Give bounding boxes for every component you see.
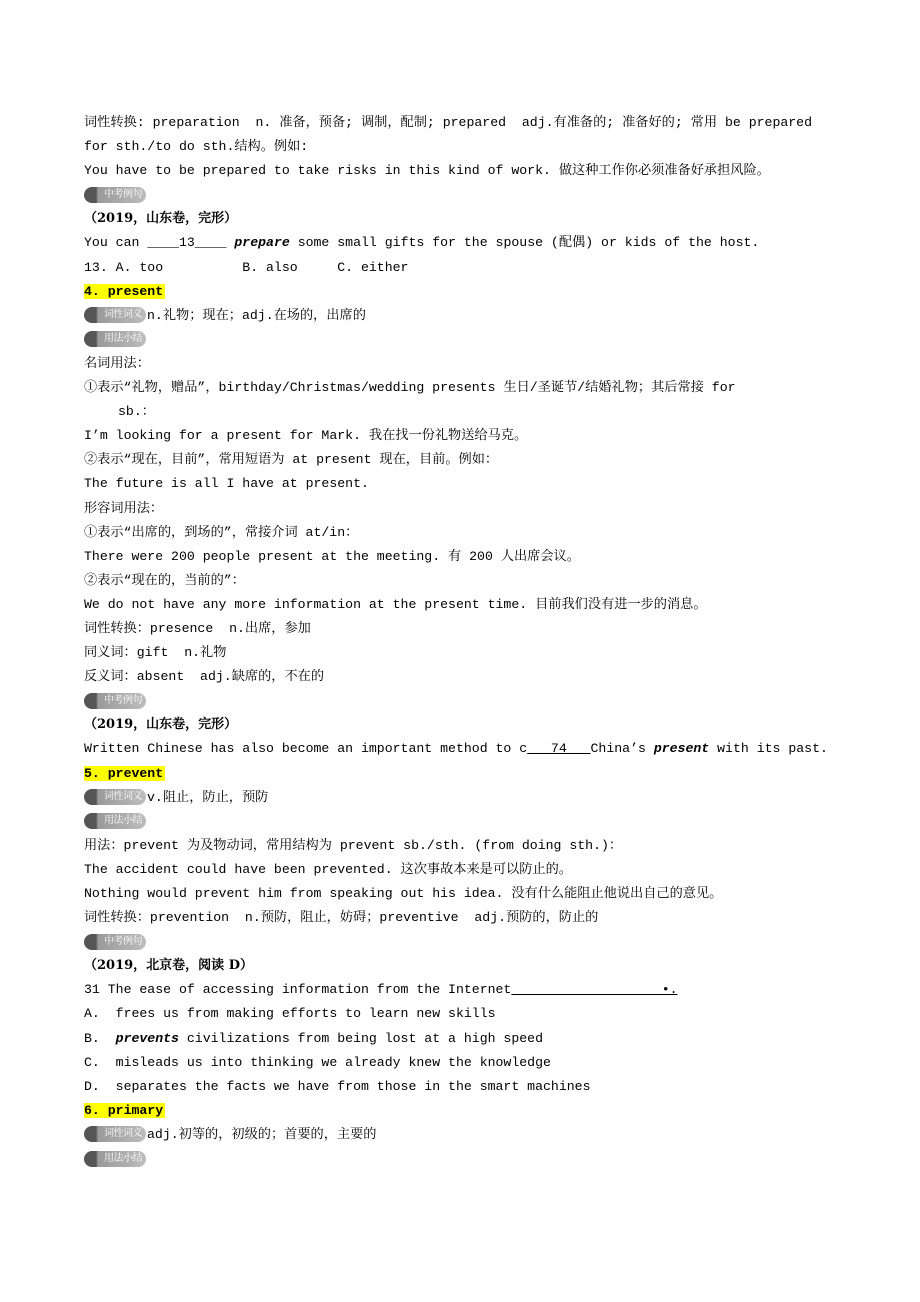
section-badge-icon: 用法小结 [84,1151,146,1167]
section-badge-icon: 中考例句 [84,934,146,950]
answer-blank: 74 [527,741,591,757]
text-line [84,641,874,665]
section-badge-line [84,930,874,954]
text-segment: n.礼物；现在；adj.在场的，出席的 [147,307,366,323]
text-segment: （2019，山东卷，完形） [84,717,238,733]
text-line [84,593,874,617]
word-heading [84,762,874,786]
text-segment: Written Chinese has also become an important method to c [84,741,528,757]
text-segment: 用法：prevent 为及物动词，常用结构为 prevent sb./sth. (from doing sth.)： [84,837,623,853]
text-segment: 词性转换：prevention n.预防，阻止，妨碍；preventive adj.预防的，防止的 [84,910,599,926]
text-line [84,1051,874,1075]
source-label [84,207,874,231]
section-badge-line [84,1123,874,1147]
text-line [84,400,874,424]
text-line [84,906,874,930]
text-segment: with its past. [709,741,828,757]
text-segment: 反义词：absent adj.缺席的，不在的 [84,669,325,685]
text-segment: C. misleads us into thinking we already knew the knowledge [84,1054,551,1070]
section-badge-line [84,304,874,328]
text-segment: 31 The ease of accessing information from the Internet [84,982,512,998]
text-segment: 13. A. too B. also C. either [84,259,409,275]
text-segment: （2019，北京卷，阅读 D） [84,958,253,974]
highlighted-word [84,766,165,781]
source-label [84,713,874,737]
highlighted-word [84,284,165,299]
text-segment: The future is all I have at present. [84,476,369,492]
text-line [84,545,874,569]
section-badge-icon: 用法小结 [84,813,146,829]
text-segment: A. frees us from making efforts to learn new skills [84,1006,496,1022]
text-segment: ②表示“现在的，当前的”： [84,572,245,588]
text-segment: I’m looking for a present for Mark. 我在找一份礼物送给马克。 [84,428,528,444]
section-badge-line [84,689,874,713]
text-segment: We do not have any more information at the present time. 目前我们没有进一步的消息。 [84,596,707,612]
text-segment: The accident could have been prevented. 这次事故本来是可以防止的。 [84,861,572,877]
text-line [84,737,874,761]
text-line [84,569,874,593]
source-label [84,954,874,978]
text-segment: ①表示“礼物，赠品”，birthday/Christmas/wedding presents 生日/圣诞节/结婚礼物；其后常接 for [84,380,736,396]
text-line [84,665,874,689]
text-segment: China’s [590,741,654,757]
keyword-emphasis: present [653,741,710,757]
text-segment: ②表示“现在，目前”，常用短语为 at present 现在，目前。例如： [84,452,499,468]
text-line [84,231,874,255]
text-segment: You can [84,235,148,251]
text-segment: adj.初等的，初级的；首要的，主要的 [147,1126,377,1142]
text-line [84,472,874,496]
text-line [84,978,874,1002]
text-segment: 6. primary [84,1102,164,1118]
section-badge-line [84,810,874,834]
text-segment: sb.： [118,404,155,420]
text-segment: 同义词：gift n.礼物 [84,645,227,661]
text-line [84,376,874,400]
text-line [84,521,874,545]
section-badge-line [84,183,874,207]
section-badge-line [84,328,874,352]
text-segment: 5. prevent [84,765,164,781]
text-segment: 词性转换: preparation n. 准备，预备; 调制，配制; prepared adj.有准备的; 准备好的; 常用 be prepared [84,115,813,130]
keyword-emphasis: prevents [115,1030,179,1046]
text-segment: Nothing would prevent him from speaking out his idea. 没有什么能阻止他说出自己的意见。 [84,886,723,901]
text-line [84,352,874,376]
text-segment: There were 200 people present at the meeting. 有 200 人出席会议。 [84,548,580,564]
section-badge-icon: 用法小结 [84,331,146,347]
section-badge-icon: 词性词义 [84,789,146,805]
highlighted-word [84,1103,165,1118]
text-line [84,424,874,448]
text-segment: for sth./to do sth.结构。例如: [84,139,309,155]
text-line [84,111,874,135]
text-segment: （2019，山东卷，完形） [84,211,238,227]
word-heading [84,280,874,304]
document-body [84,111,874,1171]
text-segment: 4. present [84,283,164,299]
text-line [84,1027,874,1051]
text-segment: ①表示“出席的，到场的”，常接介词 at/in： [84,524,359,540]
text-line [84,256,874,280]
text-segment: ____13____ [147,235,227,251]
text-segment: civilizations from being lost at a high speed [178,1030,544,1046]
text-line [84,882,874,906]
text-line [84,135,874,159]
text-line [84,159,874,183]
answer-blank: •. [511,982,678,998]
section-badge-icon: 中考例句 [84,187,146,203]
section-badge-line [84,1147,874,1171]
text-line [84,448,874,472]
text-segment: 形容词用法： [84,500,164,516]
text-line [84,834,874,858]
text-line [84,858,874,882]
text-segment: some small gifts for the spouse (配偶) or kids of the host. [289,235,760,251]
text-line [84,497,874,521]
text-segment: D. separates the facts we have from those in the smart machines [84,1078,591,1094]
text-line [84,617,874,641]
section-badge-icon: 词性词义 [84,1126,146,1142]
text-segment: 词性转换：presence n.出席，参加 [84,620,311,636]
text-segment: 名词用法： [84,355,150,371]
text-line [84,1002,874,1026]
section-badge-line [84,786,874,810]
word-heading [84,1099,874,1123]
text-segment: v.阻止，防止，预防 [147,789,269,805]
section-badge-icon: 中考例句 [84,693,146,709]
text-segment: You have to be prepared to take risks in this kind of work. 做这种工作你必须准备好承担风险。 [84,163,770,179]
keyword-emphasis: prepare [234,235,290,251]
section-badge-icon: 词性词义 [84,307,146,323]
text-line [84,1075,874,1099]
text-segment: B. [84,1030,116,1046]
